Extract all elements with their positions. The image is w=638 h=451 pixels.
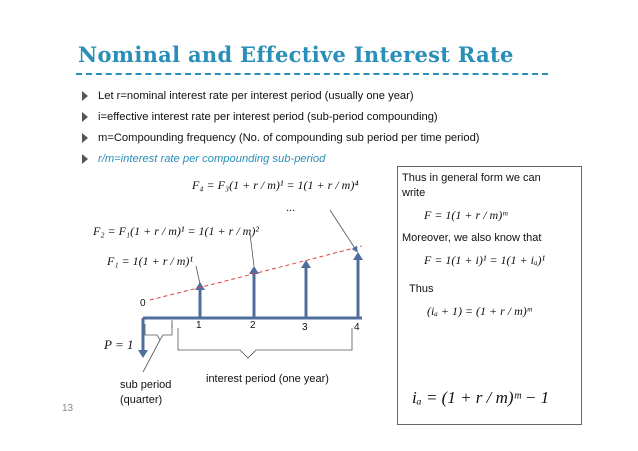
present-value-label: P = 1 — [104, 337, 134, 352]
sub-period-brace — [145, 324, 172, 340]
cash-flow-arrowhead-4 — [353, 252, 363, 260]
bullet-text: r/m=interest rate per compounding sub-period — [98, 153, 326, 165]
tick-label-3: 3 — [302, 322, 308, 333]
box-intro-line2: write — [402, 187, 426, 199]
page-number: 13 — [62, 403, 74, 414]
formula-general: F = 1(1 + r / m)ᵐ — [424, 208, 508, 222]
formula-effective: F = 1(1 + i)¹ = 1(1 + iₐ)¹ — [424, 253, 546, 267]
box-moreover: Moreover, we also know that — [402, 232, 542, 244]
pointer-f4 — [330, 210, 356, 250]
cash-flow-arrowhead-2 — [249, 266, 259, 274]
sub-period-label: sub period — [120, 379, 172, 391]
box-thus: Thus — [409, 283, 434, 295]
sub-period-pointer — [143, 340, 160, 372]
tick-label-4: 4 — [354, 322, 360, 333]
tick-label-2: 2 — [250, 320, 256, 331]
box-intro-line1: Thus in general form we can — [402, 172, 541, 184]
sub-period-label-unit: (quarter) — [120, 394, 163, 406]
ellipsis: ... — [286, 200, 295, 214]
bullet-text: i=effective interest rate per interest period (sub-period compounding) — [98, 111, 438, 123]
formula-f2: F₂ = F₁(1 + r / m)¹ = 1(1 + r / m)² — [93, 224, 259, 238]
interest-period-brace — [178, 328, 352, 358]
bullet-text: m=Compounding frequency (No. of compounding sub period per time period) — [98, 132, 480, 144]
formula-result: iₐ = (1 + r / m)ᵐ − 1 — [412, 388, 550, 407]
formula-f1: F₁ = 1(1 + r / m)¹ — [107, 254, 193, 268]
interest-period-label: interest period (one year) — [206, 373, 329, 385]
slide-title: Nominal and Effective Interest Rate — [78, 42, 514, 67]
pointer-f1 — [196, 266, 200, 284]
tick-label-1: 1 — [196, 320, 202, 331]
formula-f4: F₄ = F₃(1 + r / m)¹ = 1(1 + r / m)⁴ — [192, 178, 359, 192]
bullet-text: Let r=nominal interest rate per interest period (usually one year) — [98, 90, 414, 102]
formula-equate: (iₐ + 1) = (1 + r / m)ᵐ — [427, 304, 532, 318]
tick-label-0: 0 — [140, 298, 146, 309]
present-value-arrowhead — [138, 350, 148, 358]
